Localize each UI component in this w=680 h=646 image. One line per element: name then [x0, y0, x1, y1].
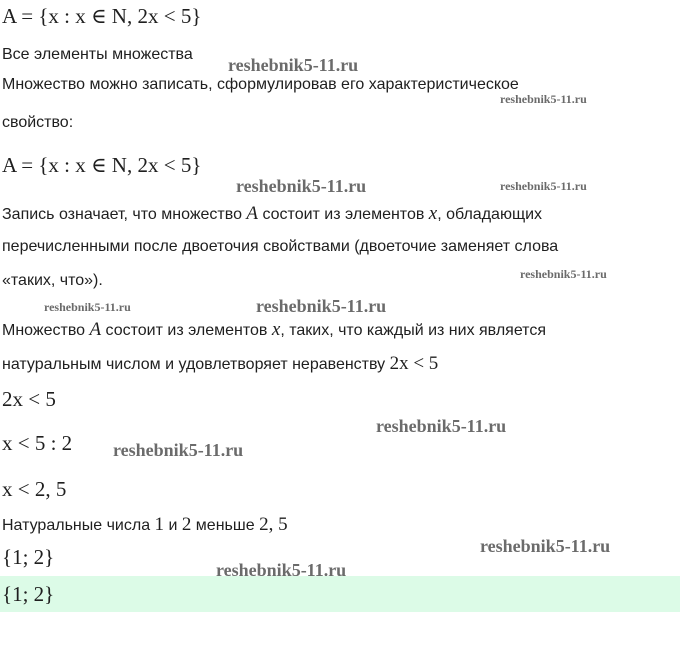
explain-text: , обладающих	[437, 206, 543, 223]
step-2: x < 5 : 2	[2, 431, 73, 455]
natural-text: и	[164, 517, 182, 534]
text-can-write: Множество можно записать, сформулировав его характеристическое	[2, 76, 519, 93]
explain-line-1	[2, 203, 542, 225]
watermark: reshebnik5-11.ru	[228, 55, 359, 75]
natural-text: Натуральные числа	[2, 517, 155, 534]
answer-set: {1; 2}	[2, 582, 55, 606]
set-definition-repeat: A = {x : x ∈ N, 2x < 5}	[2, 153, 202, 177]
result-set: {1; 2}	[2, 545, 55, 569]
step-1: 2x < 5	[2, 387, 56, 411]
var-x: x	[428, 203, 438, 224]
number-2-5: 2, 5	[259, 514, 288, 535]
watermark: reshebnik5-11.ru	[520, 267, 607, 281]
explain-line-2: перечисленными после двоеточия свойствами (двоеточие заменяет слова	[2, 238, 559, 255]
var-A: A	[246, 203, 259, 224]
watermark: reshebnik5-11.ru	[44, 300, 131, 314]
number-1: 1	[154, 514, 165, 535]
explain-text: Запись означает, что множество	[2, 206, 247, 223]
explain2-text: Множество	[2, 322, 90, 339]
inequality: 2x < 5	[389, 353, 439, 374]
watermark: reshebnik5-11.ru	[113, 440, 244, 460]
step-3: x < 2, 5	[2, 477, 67, 501]
var-x: x	[271, 319, 281, 340]
watermark: reshebnik5-11.ru	[500, 92, 587, 106]
explain2-line-2	[2, 353, 438, 375]
text-all-elements: Все элементы множества	[2, 46, 193, 63]
number-2: 2	[181, 514, 192, 535]
natural-text: меньше	[191, 517, 260, 534]
explain2-text: натуральным числом и удовлетворяет неравенству	[2, 356, 390, 373]
watermark: reshebnik5-11.ru	[376, 416, 507, 436]
watermark: reshebnik5-11.ru	[216, 560, 347, 580]
explain-line-3: «таких, что»).	[2, 272, 103, 289]
answer-highlight	[0, 576, 680, 612]
explain2-line-1	[2, 319, 546, 341]
watermark: reshebnik5-11.ru	[500, 179, 587, 193]
watermark: reshebnik5-11.ru	[480, 536, 611, 556]
explain2-text: , таких, что каждый из них является	[280, 322, 546, 339]
explain-text: состоит из элементов	[258, 206, 429, 223]
text-property: свойство:	[2, 114, 74, 131]
set-definition: A = {x : x ∈ N, 2x < 5}	[2, 4, 202, 28]
natural-numbers-line	[2, 514, 288, 536]
watermark: reshebnik5-11.ru	[256, 296, 387, 316]
watermark: reshebnik5-11.ru	[236, 176, 367, 196]
explain2-text: состоит из элементов	[101, 322, 272, 339]
var-A: A	[89, 319, 102, 340]
